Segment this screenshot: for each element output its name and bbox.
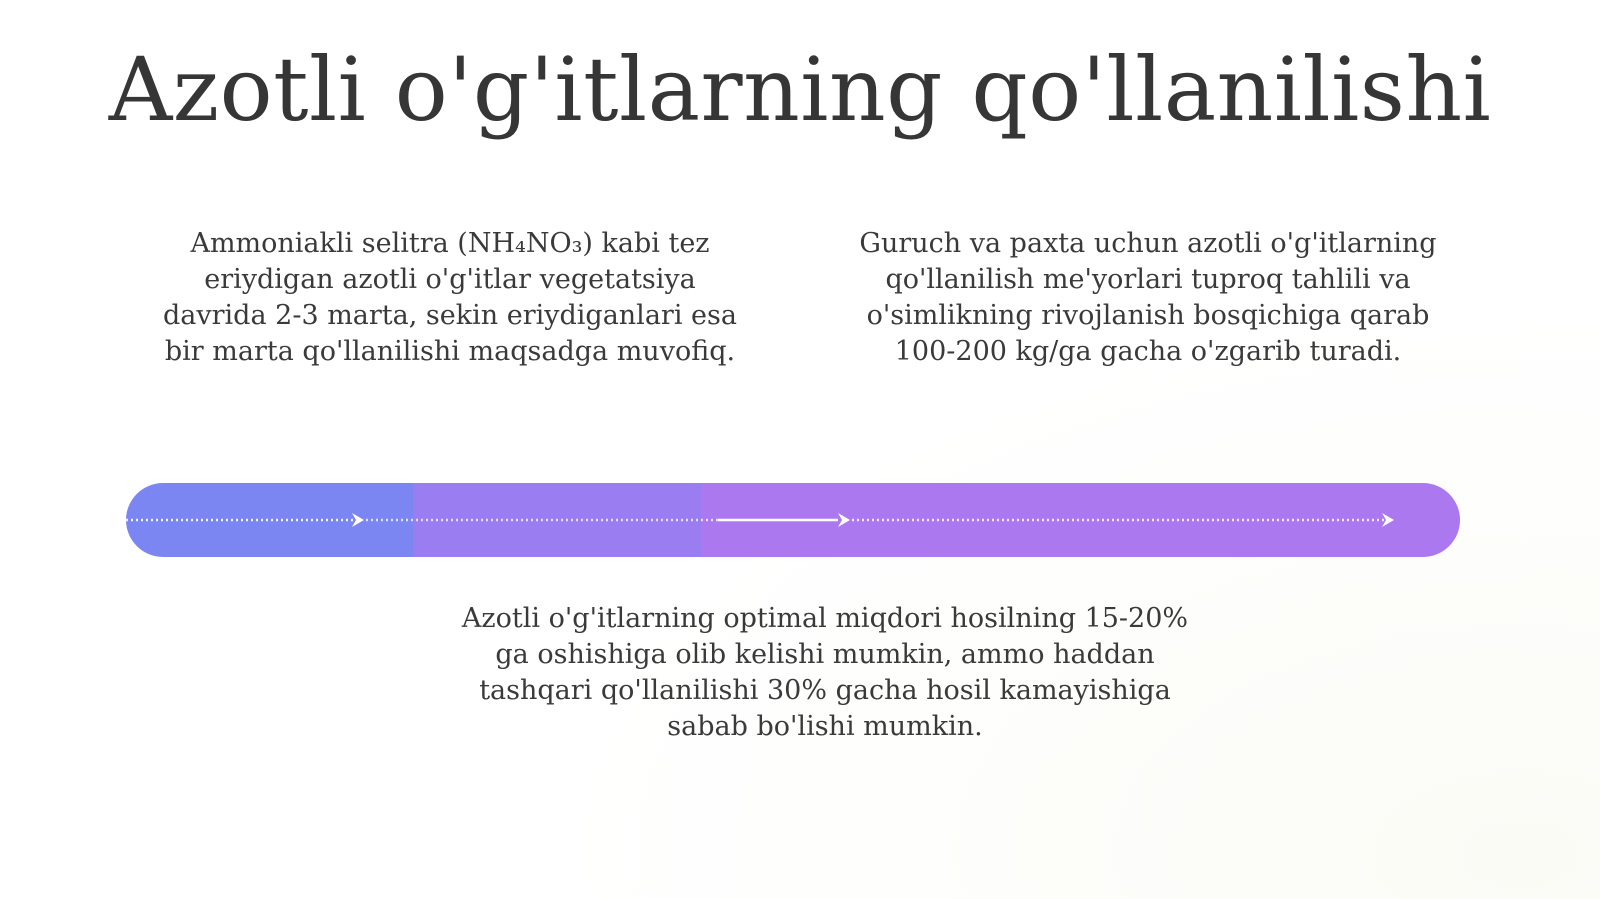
timeline [126, 483, 1460, 557]
text-block-bottom: Azotli o'g'itlarning optimal miqdori hosilning 15-20% ga oshishiga olib kelishi mumkin, ammo haddan tashqari qo'llanilishi 30% gacha hosil kamayishiga sabab bo'lishi mumkin. [461, 603, 1189, 742]
arrow-right-icon [838, 513, 850, 527]
arrow-right-icon [352, 513, 364, 527]
timeline-connectors [126, 483, 1460, 557]
slide-title: Azotli o'g'itlarning qo'llanilishi [108, 38, 1492, 141]
text-block-left: Ammoniakli selitra (NH₄NO₃) kabi tez eriydigan azotli o'g'itlar vegetatsiya davrida 2-3 marta, sekin eriydiganlari esa bir marta qo'llanilishi maqsadga muvofiq. [163, 228, 737, 367]
text-block-right: Guruch va paxta uchun azotli o'g'itlarning qo'llanilish me'yorlari tuproq tahlili va o'simlikning rivojlanish bosqichiga qarab 100-200 kg/ga gacha o'zgarib turadi. [859, 228, 1437, 367]
